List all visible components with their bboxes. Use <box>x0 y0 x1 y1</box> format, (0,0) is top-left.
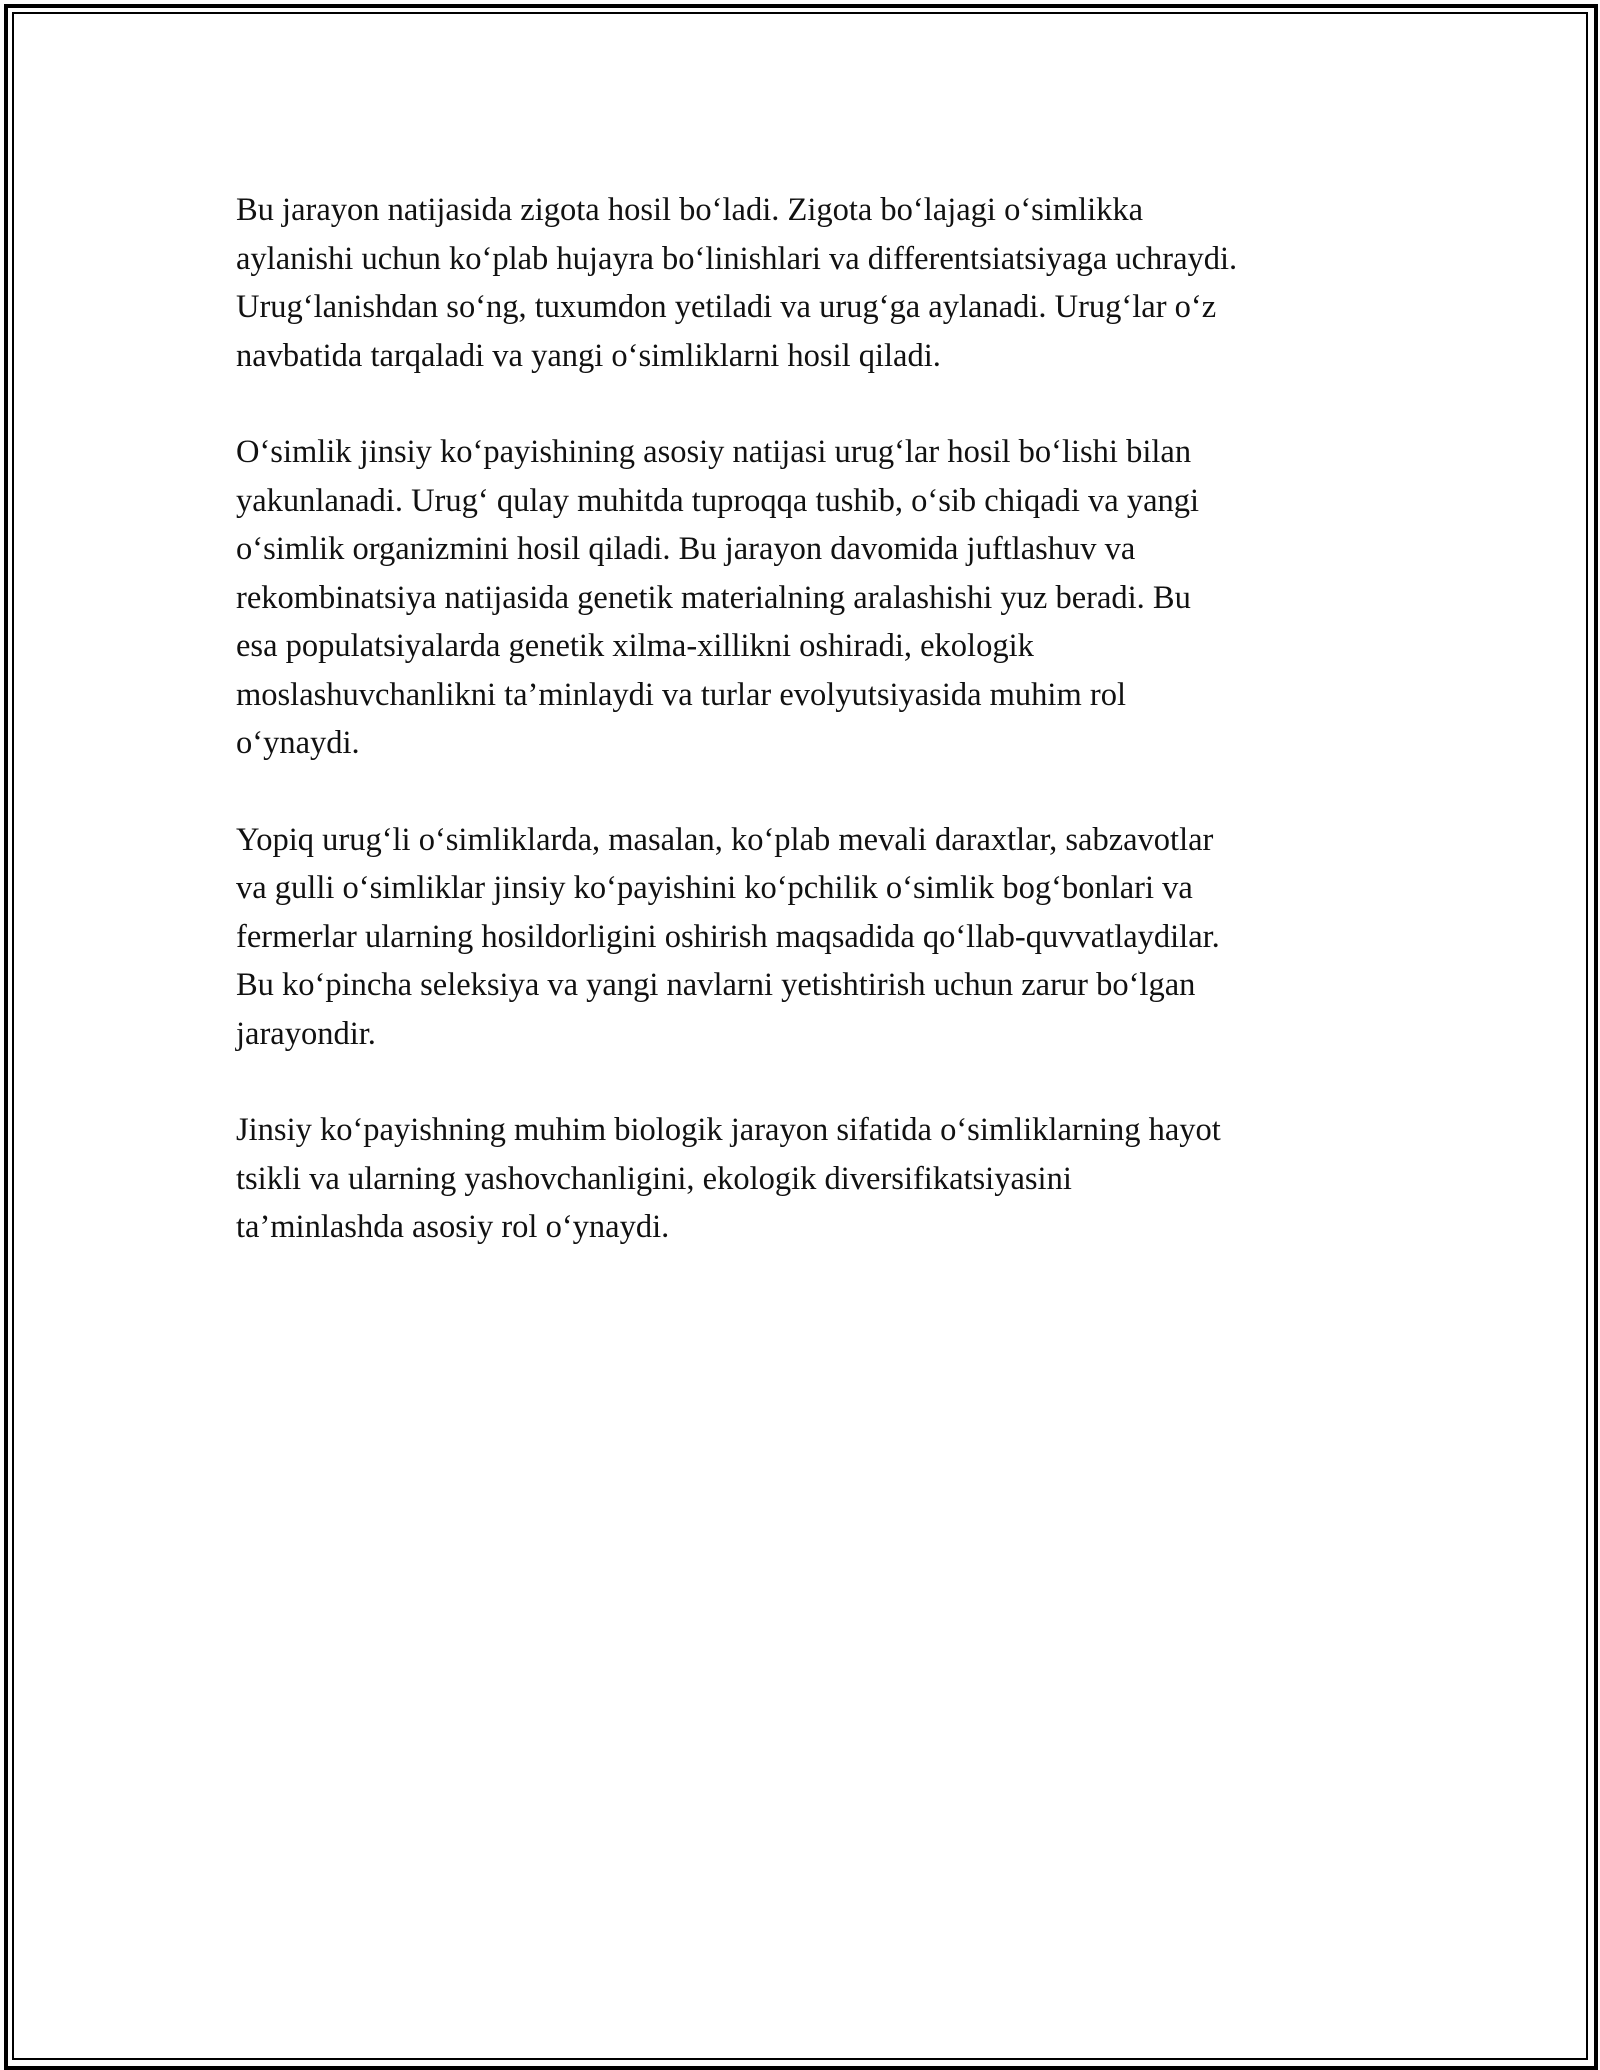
document-body <box>236 186 1376 1300</box>
paragraph-3: Yopiq urug‘li o‘simliklarda, masalan, ko‘plab mevali daraxtlar, sabzavotlar va gulli o‘simliklar jinsiy ko‘payishini ko‘pchilik o‘simlik bog‘bonlari va fermerlar ularning hosildorligini oshirish maqsadida qo‘llab-quvvatlaydilar. Bu ko‘pincha seleksiya va yangi navlarni yetishtirish uchun zarur bo‘lgan jarayondir. <box>236 821 1220 1052</box>
paragraph-2: O‘simlik jinsiy ko‘payishining asosiy natijasi urug‘lar hosil bo‘lishi bilan yakunlanadi. Urug‘ qulay muhitda tuproqqa tushib, o‘sib chiqadi va yangi o‘simlik organizmini hosil qiladi. Bu jarayon davomida juftlashuv va rekombinatsiya natijasida genetik materialning aralashishi yuz beradi. Bu esa populatsiyalarda genetik xilma-xillikni oshiradi, ekologik moslashuvchanlikni ta’minlaydi va turlar evolyutsiyasida muhim rol o‘ynaydi. <box>236 434 1200 761</box>
paragraph-4: Jinsiy ko‘payishning muhim biologik jarayon sifatida o‘simliklarning hayot tsikli va ularning yashovchanligini, ekologik diversifikatsiyasini ta’minlashda asosiy rol o‘ynaydi. <box>236 1112 1221 1245</box>
paragraph-1: Bu jarayon natijasida zigota hosil bo‘ladi. Zigota bo‘lajagi o‘simlikka aylanishi uchun ko‘plab hujayra bo‘linishlari va differentsiatsiyaga uchraydi. Urug‘lanishdan so‘ng, tuxumdon yetiladi va urug‘ga aylanadi. Urug‘lar o‘z navbatida tarqaladi va yangi o‘simliklarni hosil qiladi. <box>236 192 1238 374</box>
